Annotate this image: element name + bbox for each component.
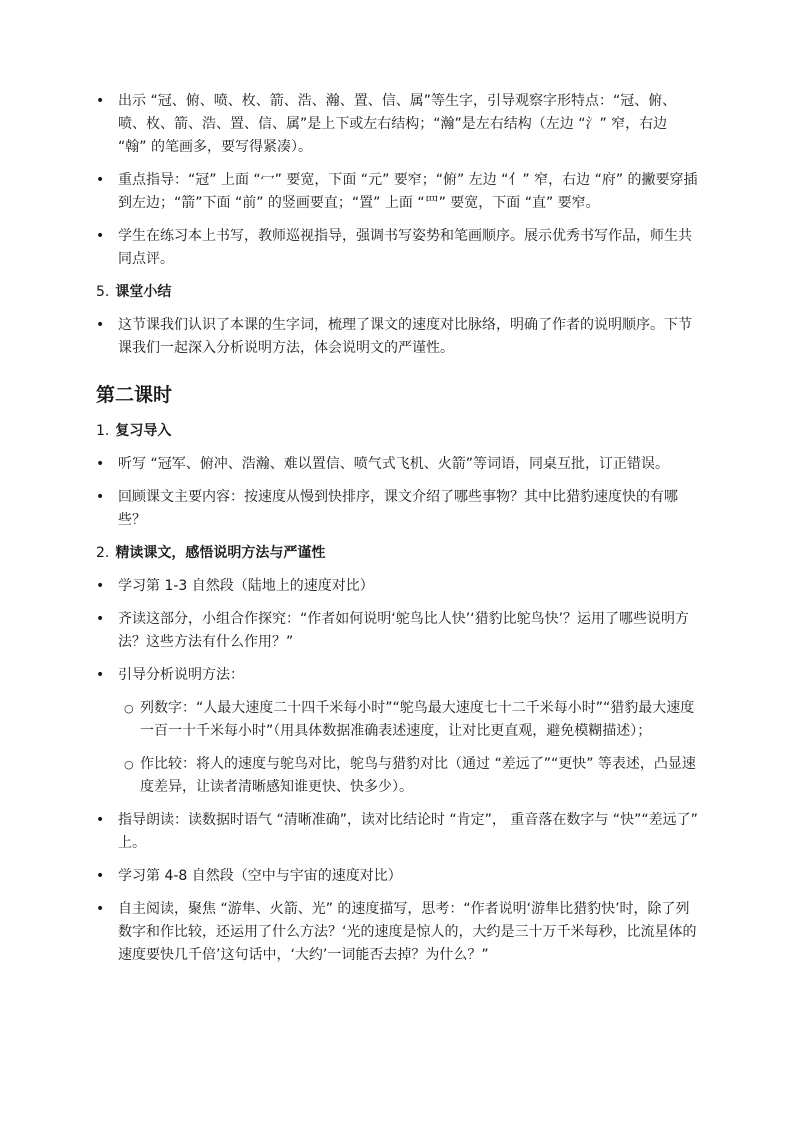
list-item-text: 这节课我们认识了本课的生字词，梳理了课文的速度对比脉络，明确了作者的说明顺序。下节课我们一起深入分析说明方法，体会说明文的严谨性。 <box>118 317 692 356</box>
list-item-text: 齐读这部分，小组合作探究：“作者如何说明‘鸵鸟比人快’‘猎豹比鸵鸟快’？运用了哪些说明方法？这些方法有什么作用？” <box>118 611 690 650</box>
document-page <box>96 90 698 977</box>
list-item <box>96 453 698 476</box>
list-item <box>96 865 698 888</box>
list-item-text: 学习第 4-8 自然段（空中与宇宙的速度对比） <box>118 868 402 884</box>
step-heading-summary <box>96 281 698 304</box>
sub-list-item-text: 列数字：“人最大速度二十四千米每小时”“鸵鸟最大速度七十二千米每小时”“猎豹最大速度一百一十千米每小时”（用具体数据准确表述速度，让对比更直观，避免模糊描述）； <box>140 700 695 739</box>
step-heading-review <box>96 420 698 443</box>
list-item <box>96 225 698 271</box>
bullet-icon: • <box>96 812 105 828</box>
list-item <box>96 169 698 215</box>
list-item <box>96 486 698 532</box>
section-title: 第二课时 <box>96 384 173 406</box>
list-item <box>96 608 698 654</box>
step-heading-text: 复习导入 <box>115 423 172 439</box>
sub-list <box>118 697 698 799</box>
list-item <box>96 90 698 159</box>
sub-list-item <box>118 697 698 743</box>
circle-bullet-icon: ○ <box>124 702 134 715</box>
bullet-icon: • <box>96 489 105 505</box>
bullet-icon: • <box>96 456 105 472</box>
list-item <box>96 898 698 967</box>
list-item-text: 学习第 1-3 自然段（陆地上的速度对比） <box>118 578 374 594</box>
list-item-text: 自主阅读，聚焦 “游隼、火箭、光” 的速度描写，思考：“作者说明‘游隼比猎豹快’时，除了列数字和作比较，还运用了什么方法？‘光的速度是惊人的，大约是三十万千米每秒，比流星体的速度要快几千倍’这句话中，‘大约’一词能否去掉？为什么？” <box>118 901 697 963</box>
list-item-text: 出示 “冠、俯、喷、枚、箭、浩、瀚、置、信、属”等生字，引导观察字形特点：“冠、俯、喷、枚、箭、浩、置、信、属”是上下或左右结构；“瀚”是左右结构（左边 “氵” 窄，右边 “翰” 的笔画多，要写得紧凑）。 <box>118 93 677 155</box>
circle-bullet-icon: ○ <box>124 758 134 771</box>
list-item-text: 学生在练习本上书写，教师巡视指导，强调书写姿势和笔画顺序。展示优秀书写作品，师生共同点评。 <box>118 228 692 267</box>
list-item <box>96 664 698 687</box>
bullet-icon: • <box>96 228 105 244</box>
list-item-text: 引导分析说明方法： <box>118 667 244 683</box>
bullet-icon: • <box>96 172 105 188</box>
bullet-icon: • <box>96 868 105 884</box>
step-number: 5. <box>96 284 110 300</box>
bullet-icon: • <box>96 317 105 333</box>
bullet-icon: • <box>96 578 105 594</box>
step-heading-text: 精读课文，感悟说明方法与严谨性 <box>115 545 326 561</box>
step-heading-close-reading <box>96 542 698 565</box>
bullet-icon: • <box>96 667 105 683</box>
list-item <box>96 314 698 360</box>
list-item-text: 指导朗读：读数据时语气 “清晰准确”，读对比结论时 “肯定”， 重音落在数字与 “快”“差远了” 上。 <box>118 812 698 851</box>
list-item-text: 重点指导：“冠” 上面 “冖” 要宽，下面 “元” 要窄；“俯” 左边 “亻” 窄，右边 “府” 的撇要穿插到左边；“箭”下面 “前” 的竖画要直；“置” 上面 “罒” 要宽，下面 “直” 要窄。 <box>118 172 698 211</box>
step-number: 2. <box>96 545 110 561</box>
step-heading-text: 课堂小结 <box>115 284 172 300</box>
list-item-text: 回顾课文主要内容：按速度从慢到快排序，课文介绍了哪些事物？其中比猎豹速度快的有哪些？ <box>118 489 678 528</box>
step-number: 1. <box>96 423 110 439</box>
list-item <box>96 809 698 855</box>
sub-list-item-text: 作比较：将人的速度与鸵鸟对比，鸵鸟与猎豹对比（通过 “差远了”“更快” 等表述，凸显速度差异，让读者清晰感知谁更快、快多少）。 <box>140 756 696 795</box>
list-item-text: 听写 “冠军、俯冲、浩瀚、难以置信、喷气式飞机、火箭”等词语，同桌互批，订正错误。 <box>118 456 669 472</box>
list-item <box>96 575 698 598</box>
bullet-icon: • <box>96 901 105 917</box>
bullet-icon: • <box>96 611 105 627</box>
bullet-icon: • <box>96 93 105 109</box>
sub-list-item <box>118 753 698 799</box>
